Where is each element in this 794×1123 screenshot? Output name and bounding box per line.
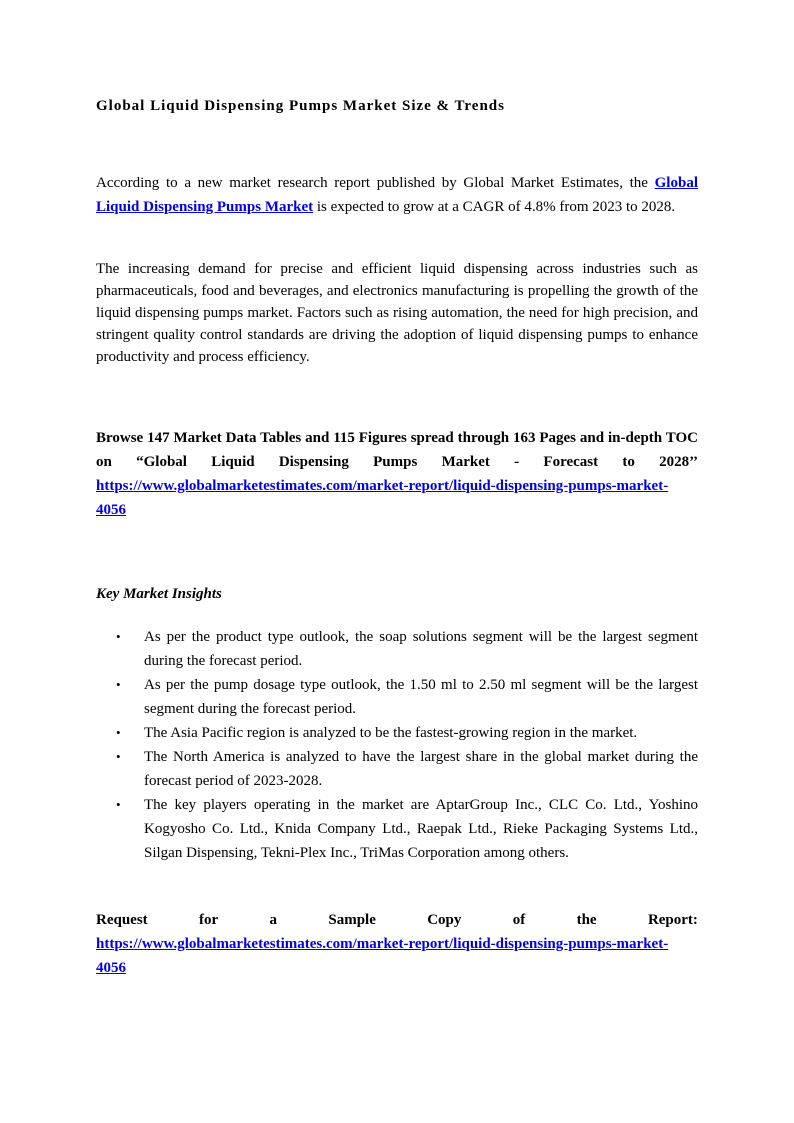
browse-text: Browse 147 Market Data Tables and 115 Figures spread through 163 Pages and in-depth TOC on “Global Liquid Dispensing Pumps Market - Forecast to 2028’’ xyxy=(96,430,698,470)
request-word: a xyxy=(269,912,278,928)
page-title: Global Liquid Dispensing Pumps Market Size & Trends xyxy=(96,98,505,114)
key-insights-heading: Key Market Insights xyxy=(96,586,222,602)
bullet-icon: • xyxy=(116,629,121,644)
bullet-icon: • xyxy=(116,749,121,764)
list-item xyxy=(96,721,698,745)
report-url-link[interactable]: https://www.globalmarketestimates.com/market-report/liquid-dispensing-pumps-market-4056 xyxy=(96,478,669,518)
description-paragraph: The increasing demand for precise and efficient liquid dispensing across industries such as pharmaceuticals, food and beverages, and electronics manufacturing is propelling the growth of the liquid dispensing pumps market. Factors such as rising automation, the need for high precision, and stringent quality control standards are driving the adoption of liquid dispensing pumps to enhance productivity and process efficiency. xyxy=(96,261,698,365)
list-item-text: The key players operating in the market are AptarGroup Inc., CLC Co. Ltd., Yoshino Kogyosho Co. Ltd., Knida Company Ltd., Raepak Ltd., Rieke Packaging Systems Ltd., Silgan Dispensing, Tekni-Plex Inc., TriMas Corporation among others. xyxy=(144,797,698,861)
list-item xyxy=(96,793,698,865)
bullet-icon: • xyxy=(116,725,121,740)
list-item-text: The Asia Pacific region is analyzed to be the fastest-growing region in the market. xyxy=(144,725,638,741)
list-item xyxy=(96,745,698,793)
insights-list xyxy=(96,625,698,865)
list-item xyxy=(96,625,698,673)
list-item xyxy=(96,673,698,721)
request-word: Sample xyxy=(328,912,376,928)
request-word: Request xyxy=(96,912,148,928)
request-word: Report: xyxy=(647,912,698,928)
request-word: Copy xyxy=(427,912,462,928)
request-sample-heading xyxy=(96,908,698,932)
bullet-icon: • xyxy=(116,677,121,692)
browse-paragraph xyxy=(96,426,698,522)
request-link-wrapper xyxy=(96,932,698,980)
intro-text-after: is expected to grow at a CAGR of 4.8% from 2023 to 2028. xyxy=(313,199,676,215)
market-link[interactable]: Global Liquid Dispensing Pumps Market xyxy=(96,175,698,215)
request-word: the xyxy=(576,912,597,928)
intro-text-before: According to a new market research report published by Global Market Estimates, the xyxy=(96,175,655,191)
request-word: for xyxy=(199,912,219,928)
intro-paragraph xyxy=(96,171,698,219)
request-sample-section xyxy=(96,908,698,980)
bullet-icon: • xyxy=(116,797,121,812)
list-item-text: The North America is analyzed to have the largest share in the global market during the forecast period of 2023-2028. xyxy=(144,749,698,789)
list-item-text: As per the pump dosage type outlook, the 1.50 ml to 2.50 ml segment will be the largest segment during the forecast period. xyxy=(144,677,698,717)
request-word: of xyxy=(512,912,526,928)
list-item-text: As per the product type outlook, the soap solutions segment will be the largest segment during the forecast period. xyxy=(144,629,698,669)
sample-request-link[interactable]: https://www.globalmarketestimates.com/market-report/liquid-dispensing-pumps-market-4056 xyxy=(96,936,669,976)
